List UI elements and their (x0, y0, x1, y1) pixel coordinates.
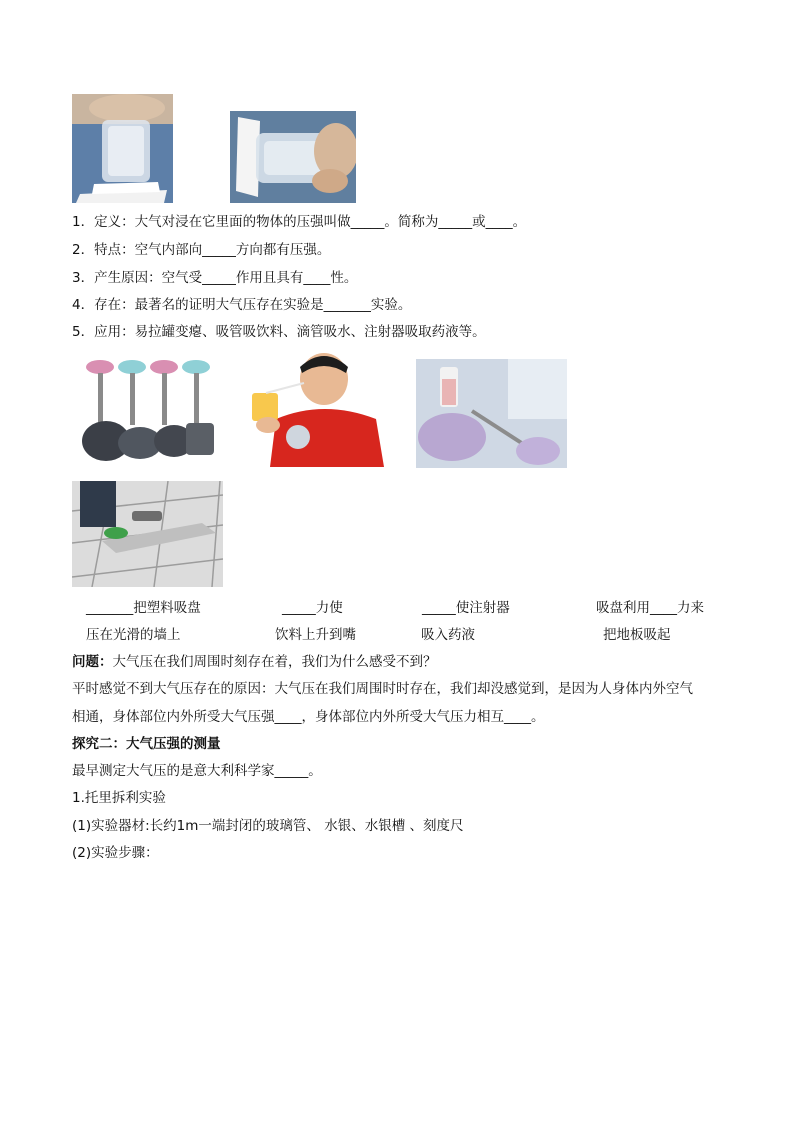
list-item-characteristic: 2．特点：空气内部向_____方向都有压强。 (72, 242, 331, 258)
caption-straw-bottom: 饮料上升到嘴 (275, 627, 356, 643)
section-line-experiment: 1.托里拆利实验 (72, 790, 166, 806)
caption-syringe-bottom: 吸入药液 (421, 627, 475, 643)
caption-syringe-top: _____使注射器 (422, 600, 510, 616)
section-line-materials: (1)实验器材:长约1m一端封闭的玻璃管、 水银、水银槽 、刻度尺 (72, 818, 464, 834)
photo-syringe (416, 359, 567, 468)
explain-line-1: 平时感觉不到大气压存在的原因：大气压在我们周围时时存在，我们却没感觉到，是因为人身体内外空气 (72, 681, 693, 697)
caption-floor-top: 吸盘利用____力来 (596, 600, 704, 616)
photo-boy-drinking (246, 349, 384, 467)
photo-jar-upright (72, 94, 173, 203)
photo-floor-lifter (72, 481, 223, 587)
explain-line-2: 相通，身体部位内外所受大气压强____，身体部位内外所受大气压力相互____。 (72, 709, 545, 725)
section-line-scientist: 最早测定大气压的是意大利科学家_____。 (72, 763, 322, 779)
question-text: 大气压在我们周围时刻存在着，我们为什么感受不到？ (112, 654, 437, 670)
section-line-steps: (2)实验步骤： (72, 845, 159, 861)
list-item-cause: 3．产生原因：空气受_____作用且具有____性。 (72, 270, 358, 286)
section-heading: 探究二：大气压强的测量 (72, 736, 221, 752)
caption-suction-top-text: _______把塑料吸盘 (86, 600, 201, 616)
list-item-existence: 4．存在：最著名的证明大气压存在实验是_______实验。 (72, 297, 412, 313)
caption-floor-bottom: 把地板吸起 (603, 627, 671, 643)
list-item-definition: 1．定义：大气对浸在它里面的物体的压强叫做_____。简称为_____或____。 (72, 214, 527, 230)
caption-straw-top: _____力使 (282, 600, 343, 616)
question-label: 问题： (72, 654, 113, 670)
question-line (72, 653, 437, 671)
photo-suction-hooks (76, 355, 224, 465)
caption-suction-bottom: 压在光滑的墙上 (86, 627, 181, 643)
photo-jar-sideways (230, 111, 356, 203)
list-item-application: 5．应用：易拉罐变瘪、吸管吸饮料、滴管吸水、注射器吸取药液等。 (72, 324, 486, 340)
caption-suction-top (86, 599, 201, 617)
